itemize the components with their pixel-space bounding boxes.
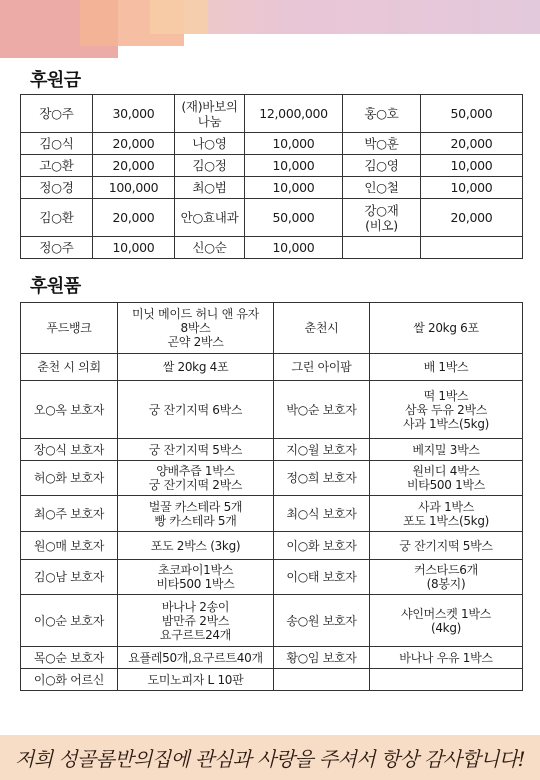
donation-row (21, 133, 523, 155)
donation-amount-cell: 50,000 (421, 95, 523, 133)
goods-item-cell: 떡 1박스 삼육 두유 2박스 사과 1박스(5kg) (370, 381, 523, 439)
goods-item-cell: 커스타드6개 (8봉지) (370, 560, 523, 595)
giver-name-cell: 목○순 보호자 (21, 647, 118, 669)
donation-amount-cell: 10,000 (245, 133, 343, 155)
donor-name-cell: 강○재 (비오) (343, 199, 421, 237)
donor-name-cell: 고○환 (21, 155, 93, 177)
giver-name-cell: 그린 아이팜 (274, 354, 370, 381)
donor-name-cell: 최○범 (175, 177, 245, 199)
goods-item-cell (370, 669, 523, 691)
donor-name-cell: (재)바보의 나눔 (175, 95, 245, 133)
goods-table (20, 302, 523, 691)
donor-name-cell (343, 237, 421, 259)
goods-row (21, 381, 523, 439)
giver-name-cell: 원○매 보호자 (21, 532, 118, 560)
donation-amount-cell: 20,000 (93, 155, 175, 177)
donor-name-cell: 안○효내과 (175, 199, 245, 237)
giver-name-cell: 황○임 보호자 (274, 647, 370, 669)
donor-name-cell: 정○경 (21, 177, 93, 199)
goods-item-cell: 포도 2박스 (3kg) (118, 532, 274, 560)
goods-row (21, 669, 523, 691)
goods-row (21, 354, 523, 381)
donation-amount-cell: 20,000 (93, 133, 175, 155)
donation-table (20, 94, 523, 259)
donation-row (21, 155, 523, 177)
donation-amount-cell: 50,000 (245, 199, 343, 237)
donation-section-title: 후원금 (30, 70, 81, 91)
donation-amount-cell: 20,000 (421, 199, 523, 237)
donation-amount-cell: 12,000,000 (245, 95, 343, 133)
giver-name-cell: 이○순 보호자 (21, 595, 118, 647)
goods-row (21, 461, 523, 496)
giver-name-cell: 춘천시 (274, 303, 370, 354)
goods-section-title: 후원품 (30, 276, 81, 297)
giver-name-cell: 허○화 보호자 (21, 461, 118, 496)
goods-item-cell: 베지밀 3박스 (370, 439, 523, 461)
donation-amount-cell: 10,000 (421, 155, 523, 177)
giver-name-cell (274, 669, 370, 691)
goods-item-cell: 쌀 20kg 6포 (370, 303, 523, 354)
goods-item-cell: 궁 잔기지떡 6박스 (118, 381, 274, 439)
goods-row (21, 532, 523, 560)
header-square-peach (150, 0, 208, 34)
donation-row (21, 177, 523, 199)
donation-amount-cell: 10,000 (245, 237, 343, 259)
donor-name-cell: 박○훈 (343, 133, 421, 155)
donation-row (21, 237, 523, 259)
donor-name-cell: 나○영 (175, 133, 245, 155)
goods-item-cell: 미닛 메이드 허니 앤 유자 8박스 곤약 2박스 (118, 303, 274, 354)
goods-row (21, 496, 523, 532)
footer-banner (0, 735, 540, 780)
giver-name-cell: 푸드뱅크 (21, 303, 118, 354)
donation-amount-cell: 20,000 (93, 199, 175, 237)
giver-name-cell: 장○식 보호자 (21, 439, 118, 461)
giver-name-cell: 정○희 보호자 (274, 461, 370, 496)
donation-amount-cell: 10,000 (245, 155, 343, 177)
donation-amount-cell: 30,000 (93, 95, 175, 133)
giver-name-cell: 오○옥 보호자 (21, 381, 118, 439)
donation-amount-cell: 10,000 (93, 237, 175, 259)
goods-row (21, 303, 523, 354)
giver-name-cell: 박○순 보호자 (274, 381, 370, 439)
donor-name-cell: 김○식 (21, 133, 93, 155)
goods-row (21, 560, 523, 595)
goods-row (21, 647, 523, 669)
giver-name-cell: 최○식 보호자 (274, 496, 370, 532)
thank-you-message: 저희 성골롬반의집에 관심과 사랑을 주셔서 항상 감사합니다! (15, 747, 525, 771)
goods-item-cell: 벌꿀 카스테라 5개 빵 카스테라 5개 (118, 496, 274, 532)
goods-item-cell: 배 1박스 (370, 354, 523, 381)
donation-amount-cell (421, 237, 523, 259)
donation-row (21, 199, 523, 237)
goods-item-cell: 궁 잔기지떡 5박스 (370, 532, 523, 560)
goods-row (21, 439, 523, 461)
donor-name-cell: 인○철 (343, 177, 421, 199)
goods-row (21, 595, 523, 647)
donor-name-cell: 김○환 (21, 199, 93, 237)
donation-amount-cell: 10,000 (421, 177, 523, 199)
donation-row (21, 95, 523, 133)
header-gradient-strip (150, 0, 540, 34)
giver-name-cell: 이○태 보호자 (274, 560, 370, 595)
donor-name-cell: 김○영 (343, 155, 421, 177)
donor-name-cell: 정○주 (21, 237, 93, 259)
goods-item-cell: 쌀 20kg 4포 (118, 354, 274, 381)
goods-item-cell: 초코파이1박스 비타500 1박스 (118, 560, 274, 595)
giver-name-cell: 송○원 보호자 (274, 595, 370, 647)
goods-item-cell: 사과 1박스 포도 1박스(5kg) (370, 496, 523, 532)
goods-item-cell: 샤인머스켓 1박스 (4kg) (370, 595, 523, 647)
giver-name-cell: 지○월 보호자 (274, 439, 370, 461)
goods-item-cell: 궁 잔기지떡 5박스 (118, 439, 274, 461)
giver-name-cell: 김○남 보호자 (21, 560, 118, 595)
goods-item-cell: 바나나 우유 1박스 (370, 647, 523, 669)
giver-name-cell: 이○화 어르신 (21, 669, 118, 691)
donation-amount-cell: 100,000 (93, 177, 175, 199)
giver-name-cell: 최○주 보호자 (21, 496, 118, 532)
goods-item-cell: 양배추즙 1박스 궁 잔기지떡 2박스 (118, 461, 274, 496)
donor-name-cell: 신○순 (175, 237, 245, 259)
goods-item-cell: 요플레50개,요구르트40개 (118, 647, 274, 669)
donor-name-cell: 장○주 (21, 95, 93, 133)
giver-name-cell: 춘천 시 의회 (21, 354, 118, 381)
donor-name-cell: 김○정 (175, 155, 245, 177)
goods-item-cell: 도미노피자 L 10판 (118, 669, 274, 691)
donation-amount-cell: 10,000 (245, 177, 343, 199)
giver-name-cell: 이○화 보호자 (274, 532, 370, 560)
donor-name-cell: 홍○호 (343, 95, 421, 133)
goods-item-cell: 바나나 2송이 밤만쥬 2박스 요구르트24개 (118, 595, 274, 647)
decorative-header-band (0, 0, 540, 60)
donation-amount-cell: 20,000 (421, 133, 523, 155)
goods-item-cell: 원비디 4박스 비타500 1박스 (370, 461, 523, 496)
